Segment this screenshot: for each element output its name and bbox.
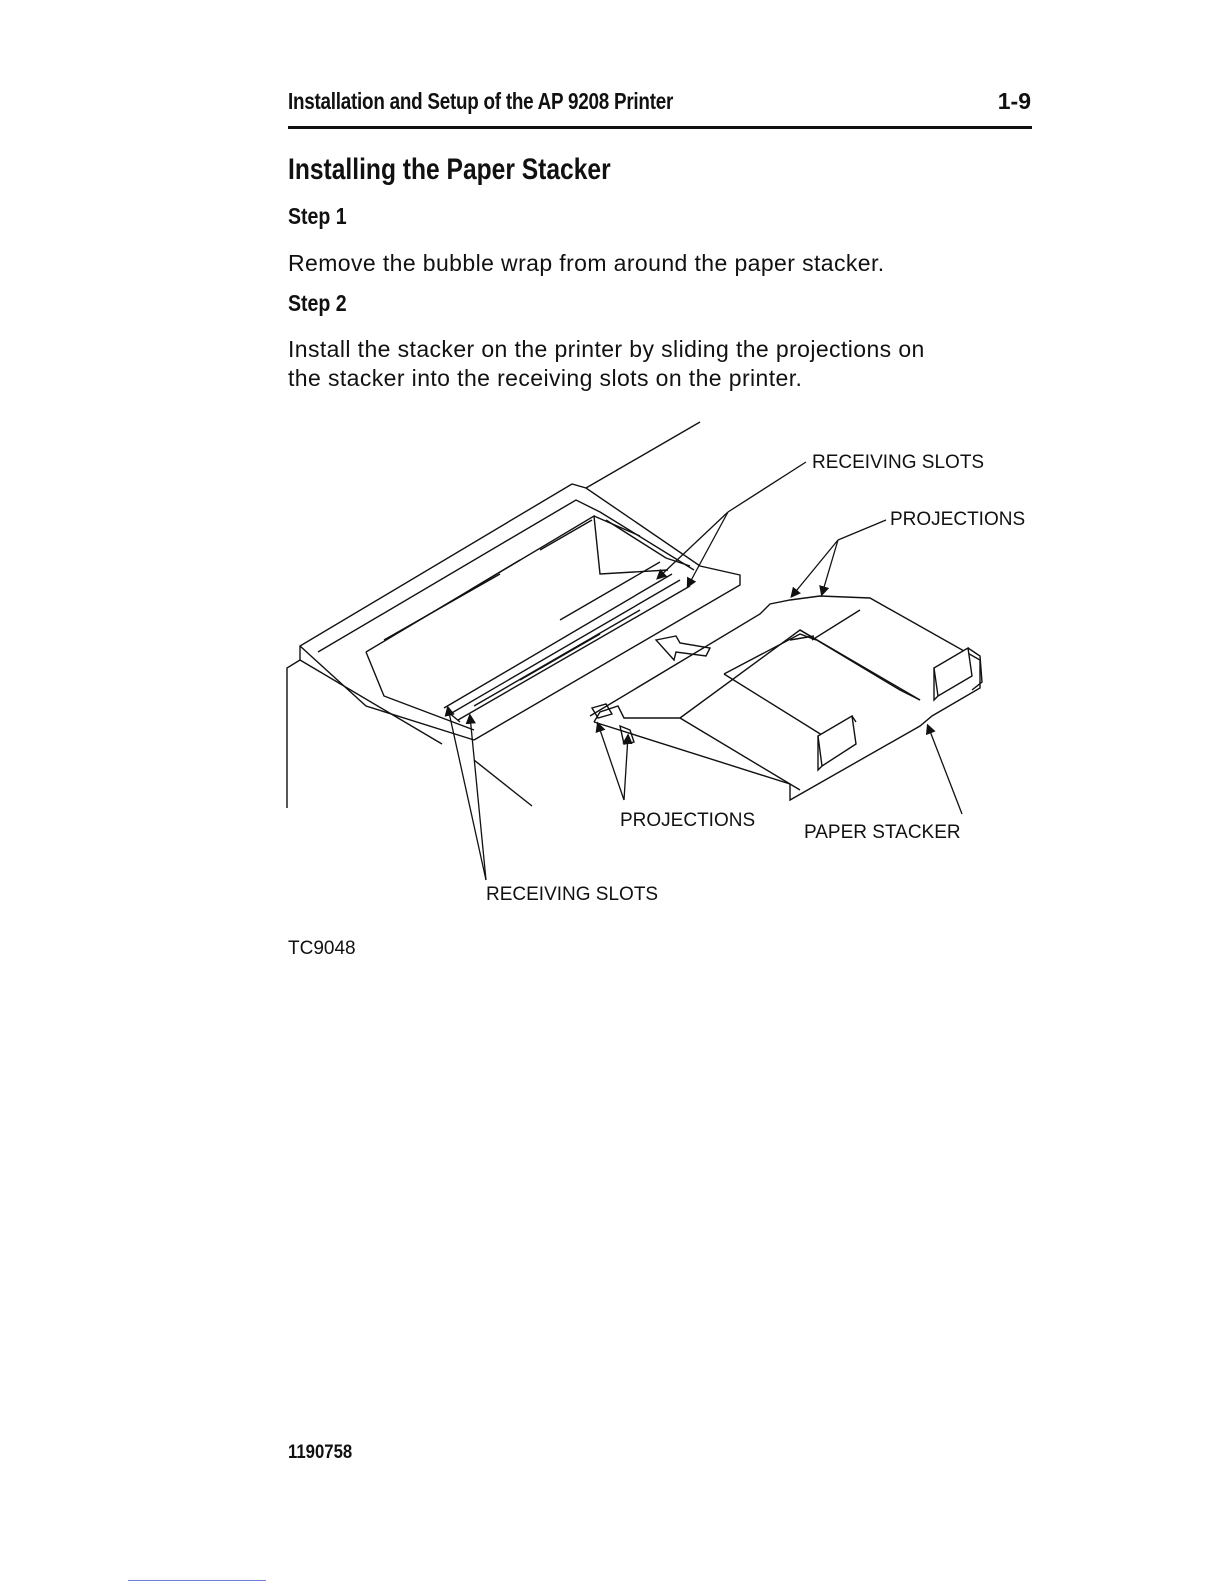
- step-2-line-1: Install the stacker on the printer by sliding the projections on: [288, 336, 925, 362]
- bottom-link-underline: [128, 1580, 266, 1581]
- callout-projections-top: PROJECTIONS: [890, 509, 1026, 530]
- callout-receiving-slots-top: RECEIVING SLOTS: [812, 452, 985, 473]
- document-number: 1190758: [288, 1442, 353, 1463]
- figure-id: TC9048: [288, 938, 356, 959]
- insertion-arrow: [656, 636, 710, 660]
- step-2-heading: Step 2: [288, 290, 347, 316]
- printer-drawing: [287, 422, 740, 808]
- section-title: Installing the Paper Stacker: [288, 153, 611, 186]
- running-header-title: Installation and Setup of the AP 9208 Printer: [288, 88, 674, 114]
- step-1-line-1: Remove the bubble wrap from around the paper stacker.: [288, 250, 885, 276]
- callout-projections-bottom: PROJECTIONS: [620, 810, 756, 831]
- step-1-heading: Step 1: [288, 203, 347, 229]
- callout-receiving-slots-bottom: RECEIVING SLOTS: [486, 884, 659, 905]
- page-number: 1-9: [997, 88, 1031, 114]
- step-2-line-2: the stacker into the receiving slots on the printer.: [288, 365, 803, 391]
- callout-paper-stacker: PAPER STACKER: [804, 822, 961, 843]
- paper-stacker-drawing: [590, 596, 982, 800]
